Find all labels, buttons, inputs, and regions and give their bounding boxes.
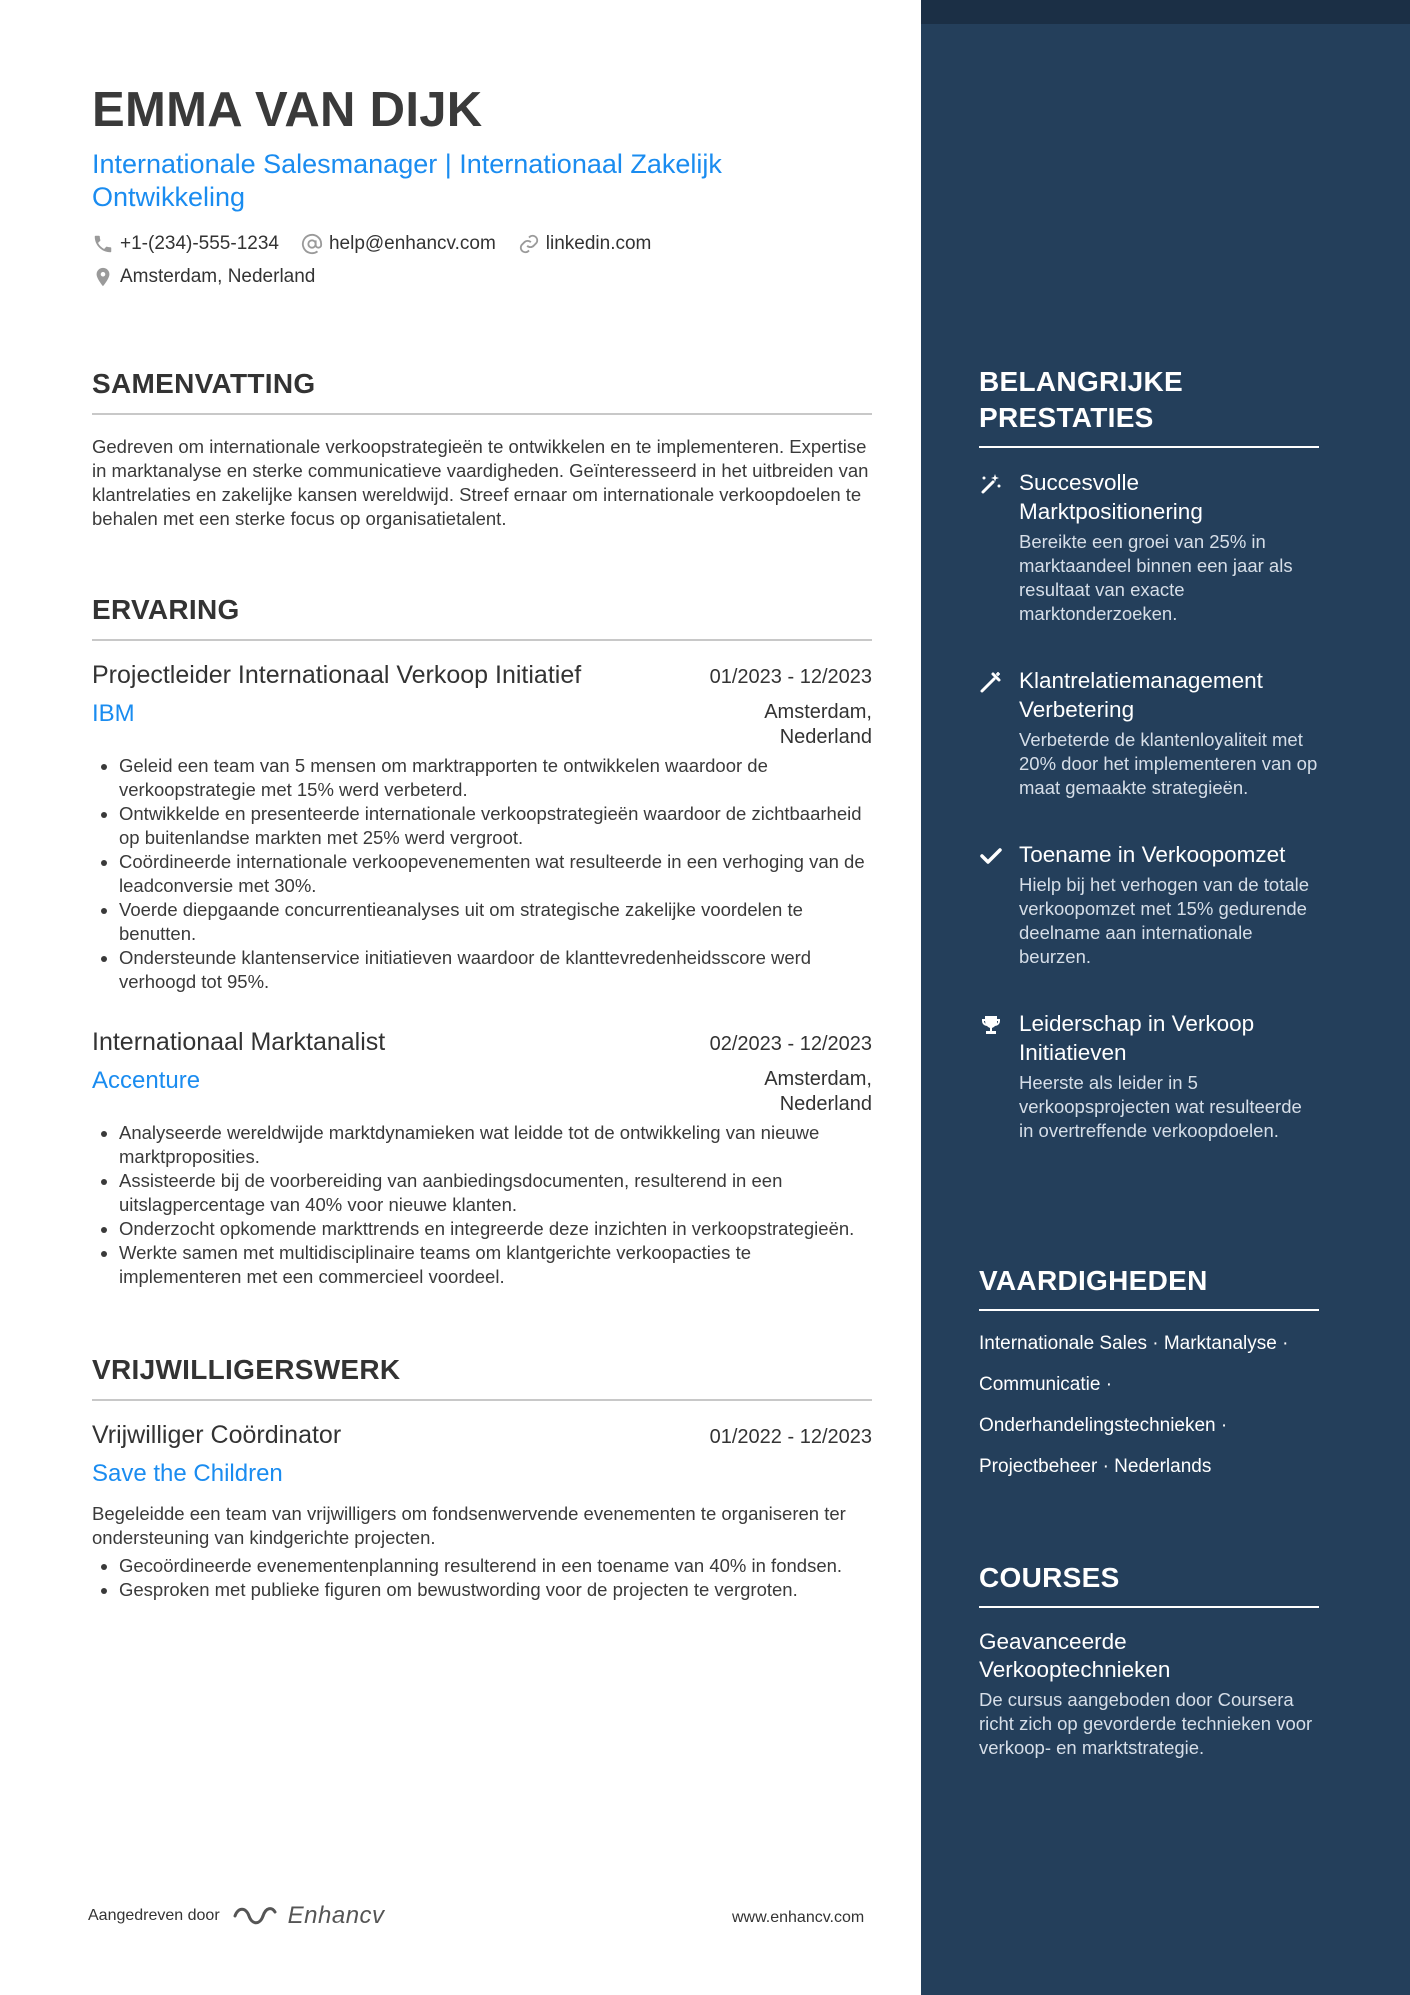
bullet-item: • Ontwikkelde en presenteerde internationale verkoopstrategieën waardoor de zichtbaarheid op buitenlandse markten met 25% werd vergroot. — [119, 802, 872, 850]
bullet-item: • Assisteerde bij de voorbereiding van aanbiedingsdocumenten, resulterend in een uitslagpercentage van 40% voor nieuwe klanten. — [119, 1169, 872, 1217]
courses-heading: COURSES — [979, 1560, 1319, 1608]
summary-text: Gedreven om internationale verkoopstrategieën te ontwikkelen en te implementeren. Expertise in marktanalyse en sterke communicatieve vaardigheden. Geïnteresseerd in het uitbreiden van klantrelaties en zakelijke kansen wereldwijd. Streef ernaar om internationale verkoopdoelen te behalen met een sterke focus op organisatietalent. — [92, 436, 869, 529]
job-title: Projectleider Internationaal Verkoop Initiatief — [92, 661, 582, 689]
job-location: Amsterdam, Nederland — [764, 1068, 872, 1115]
volunteer-role: Vrijwilliger Coördinator — [92, 1421, 342, 1449]
job-entry — [92, 661, 872, 994]
achievement-title: Toename in Verkoopomzet — [1019, 842, 1286, 867]
summary-section — [92, 367, 872, 531]
job-dates: 01/2023 - 12/2023 — [709, 666, 872, 688]
bullet-item: • Ondersteunde klantenservice initiatieven waardoor de klanttevredenheidsscore werd verhoogd tot 95%. — [119, 946, 872, 994]
contact-email[interactable] — [301, 233, 496, 255]
achievement-item — [979, 666, 1319, 800]
job-entry — [92, 1028, 872, 1289]
volunteer-heading: VRIJWILLIGERSWERK — [92, 1353, 872, 1401]
volunteer-dates: 01/2022 - 12/2023 — [709, 1426, 872, 1448]
contact-location — [92, 266, 315, 288]
bullet-item: • Gesproken met publieke figuren om bewustwording voor de projecten te vergroten. — [119, 1578, 872, 1602]
job-title: Internationaal Marktanalist — [92, 1028, 386, 1056]
volunteer-bullets — [92, 1554, 872, 1602]
at-icon — [301, 233, 323, 255]
volunteer-description: Begeleidde een team van vrijwilligers om fondsenwervende evenementen te organiseren ter ondersteuning van kindgerichte projecten. — [92, 1503, 846, 1548]
bullet-item: • Werkte samen met multidisciplinaire teams om klantgerichte verkoopacties te implementeren met een commercieel voordeel. — [119, 1241, 872, 1289]
achievement-title: Leiderschap in Verkoop Initiatieven — [1019, 1011, 1255, 1065]
location-pin-icon — [92, 266, 114, 288]
skills-section — [979, 1263, 1319, 1487]
achievements-heading: BELANGRIJKE PRESTATIES — [979, 364, 1319, 448]
volunteer-section — [92, 1353, 872, 1602]
bullet-item: • Coördineerde internationale verkoopevenementen wat resulteerde in een verhoging van de leadconversie met 30%. — [119, 850, 872, 898]
achievement-desc: Hielp bij het verhogen van de totale verkoopomzet met 15% gedurende deelname aan internationale beurzen. — [1019, 874, 1310, 967]
location-text: Amsterdam, Nederland — [120, 266, 316, 287]
phone-icon — [92, 233, 114, 255]
contact-row — [92, 232, 872, 256]
skills-list — [979, 1323, 1319, 1487]
achievement-title: Succesvolle Marktpositionering — [1019, 470, 1203, 524]
bullet-item: • Gecoördineerde evenementenplanning resulterend in een toename van 40% in fondsen. — [119, 1554, 872, 1578]
powered-by-label: Aangedreven door — [88, 1907, 220, 1924]
link-icon — [518, 233, 540, 255]
footer-powered-by — [88, 1902, 385, 1930]
contact-row-location — [92, 265, 872, 289]
skills-line: Projectbeheer · Nederlands — [979, 1456, 1212, 1477]
achievements-section — [979, 364, 1319, 1143]
achievement-desc: Bereikte een groei van 25% in marktaandeel binnen een jaar als resultaat van exacte marktonderzoeken. — [1019, 531, 1293, 624]
email-text: help@enhancv.com — [328, 233, 496, 254]
experience-section — [92, 593, 872, 1289]
enhancv-brand: Enhancv — [287, 1902, 385, 1929]
skills-line: Communicatie · — [979, 1374, 1113, 1395]
achievement-item — [979, 1009, 1319, 1143]
checkmark-icon — [979, 844, 1003, 868]
skills-line: Onderhandelingstechnieken · — [979, 1415, 1228, 1436]
volunteer-entry — [92, 1421, 872, 1602]
enhancv-logo[interactable] — [232, 1902, 385, 1930]
enhancv-logo-icon — [232, 1904, 278, 1928]
course-desc: De cursus aangeboden door Coursera richt zich op gevorderde technieken voor verkoop- en marktstrategie. — [979, 1689, 1313, 1758]
bullet-item: • Analyseerde wereldwijde marktdynamieken wat leidde tot de ontwikkeling van nieuwe marktproposities. — [119, 1121, 872, 1169]
contact-phone[interactable] — [92, 233, 279, 255]
volunteer-org: Save the Children — [92, 1460, 283, 1487]
candidate-name: EMMA VAN DIJK — [92, 83, 483, 137]
phone-text: +1-(234)-555-1234 — [120, 233, 279, 254]
job-location: Amsterdam, Nederland — [764, 701, 872, 748]
magic-wand-icon — [979, 472, 1003, 496]
courses-section — [979, 1560, 1319, 1760]
achievement-desc: Verbeterde de klantenloyaliteit met 20% door het implementeren van op maat gemaakte strategieën. — [1019, 729, 1318, 798]
contact-linkedin[interactable] — [518, 233, 652, 255]
linkedin-text: linkedin.com — [545, 233, 652, 254]
job-bullets — [92, 1121, 872, 1289]
achievement-title: Klantrelatiemanagement Verbetering — [1019, 668, 1263, 722]
sidebar-top-bar — [921, 0, 1410, 24]
bullet-item: • Voerde diepgaande concurrentieanalyses uit om strategische zakelijke voordelen te benutten. — [119, 898, 872, 946]
achievement-desc: Heerste als leider in 5 verkoopsprojecten wat resulteerde in overtreffende verkoopdoelen. — [1019, 1072, 1302, 1141]
job-dates: 02/2023 - 12/2023 — [709, 1033, 872, 1055]
wand-icon — [979, 670, 1003, 694]
bullet-item: • Geleid een team van 5 mensen om marktrapporten te ontwikkelen waardoor de verkoopstrategie met 15% werd verbeterd. — [119, 754, 872, 802]
achievement-item — [979, 468, 1319, 626]
candidate-title: Internationale Salesmanager | Internationaal Zakelijk Ontwikkeling — [92, 149, 722, 212]
job-bullets — [92, 754, 872, 994]
main-column — [92, 80, 872, 1602]
course-title: Geavanceerde Verkooptechnieken — [979, 1629, 1171, 1682]
experience-heading: ERVARING — [92, 593, 872, 641]
skills-line: Internationale Sales · Marktanalyse · — [979, 1333, 1289, 1354]
company-name: Accenture — [92, 1067, 201, 1094]
achievement-item — [979, 840, 1319, 969]
skills-heading: VAARDIGHEDEN — [979, 1263, 1319, 1311]
summary-heading: SAMENVATTING — [92, 367, 872, 415]
company-name: IBM — [92, 700, 135, 727]
trophy-icon — [979, 1013, 1003, 1037]
footer-website[interactable]: www.enhancv.com — [732, 1909, 865, 1926]
bullet-item: • Onderzocht opkomende markttrends en integreerde deze inzichten in verkoopstrategieën. — [119, 1217, 872, 1241]
